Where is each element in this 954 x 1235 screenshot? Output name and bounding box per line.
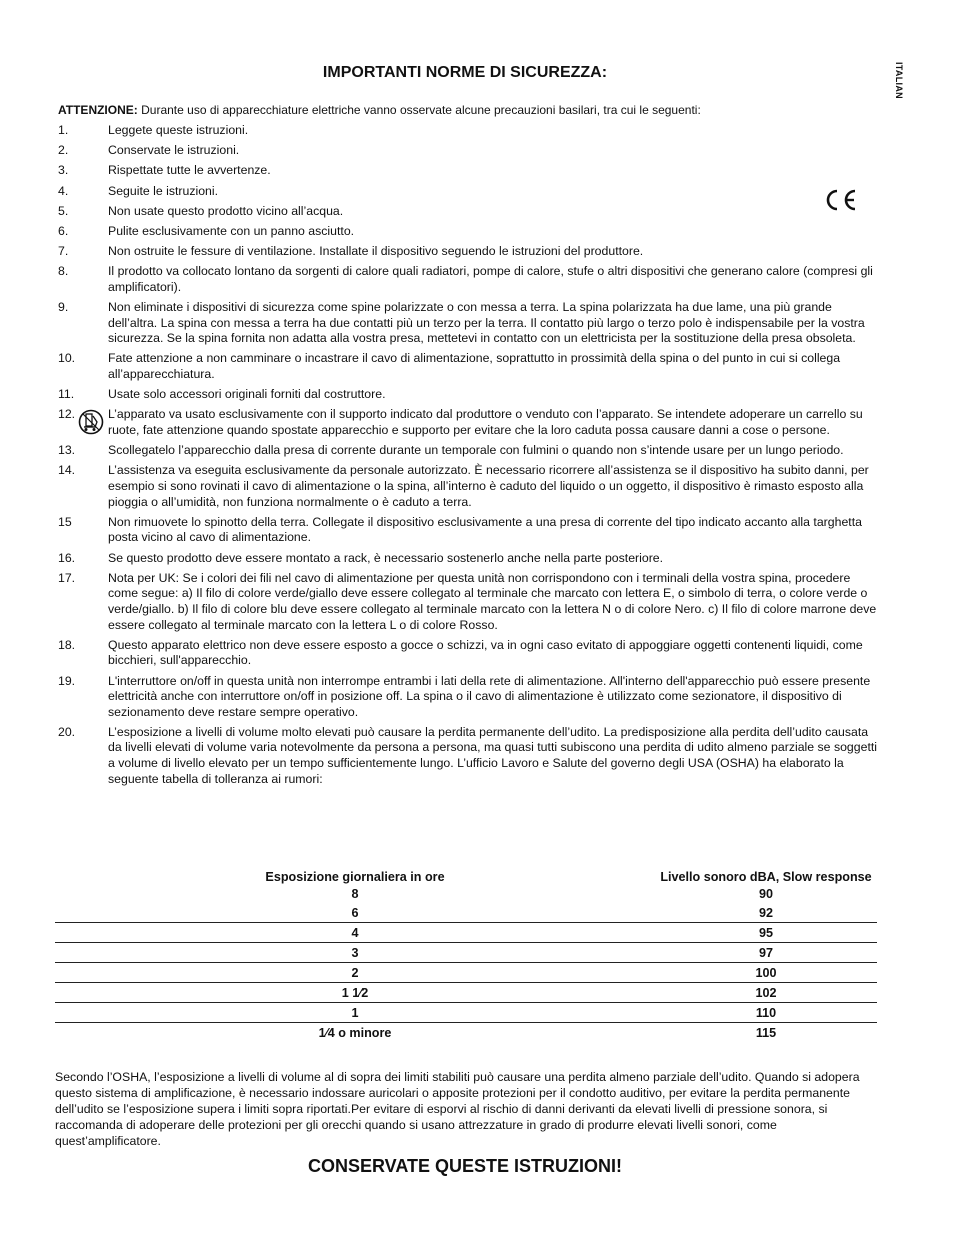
list-item <box>58 244 878 260</box>
item-text: Questo apparato elettrico non deve essere esposto a gocce o schizzi, va in ogni caso evitato di appoggiare oggetti contenenti liquidi, come bicchieri, sull'apparecchio. <box>108 637 863 668</box>
footer-title: CONSERVATE QUESTE ISTRUZIONI! <box>307 1156 623 1176</box>
item-number: 7. <box>58 244 69 259</box>
item-text: Non ostruite le fessure di ventilazione. Installate il dispositivo seguendo le istruzioni del produttore. <box>108 244 644 259</box>
list-item <box>58 300 878 347</box>
list-item <box>58 143 878 159</box>
cart-warning-icon <box>78 408 104 436</box>
item-text: Non eliminate i dispositivi di sicurezza come spine polarizzate o con messa a terra. La spina polarizzata ha due lame, una più grande dell’altra. La spina con messa a terra ha due contatti più un terzo per la terra. Il contatto più largo o terzo polo è indispensabile per la vostra sicurezza. Se la spina fornita non adatta alla vostra presa, mettetevi in contatto con un elettricista per la sostituzione della presa obsoleta. <box>108 300 865 346</box>
item-number: 2. <box>58 143 69 158</box>
language-tab: ITALIAN <box>894 62 904 99</box>
table-row <box>55 943 877 963</box>
noise-exposure-table <box>55 866 877 1042</box>
list-item <box>58 515 878 546</box>
item-text: Il prodotto va collocato lontano da sorgenti di calore quali radiatori, pompe di calore, stufe o altri dispositivi che generano calore (compresi gli amplificatori). <box>108 264 873 294</box>
item-number: 5. <box>58 203 69 218</box>
level-cell: 115 <box>755 1025 777 1040</box>
item-number: 17. <box>58 570 76 585</box>
list-item <box>58 551 878 567</box>
item-number: 8. <box>58 264 69 279</box>
header-sound-level: Livello sonoro dBA, Slow response <box>660 870 872 884</box>
item-number: 16. <box>58 550 76 565</box>
hours-cell: 1 1⁄2 <box>55 983 655 1003</box>
item-text: Non usate questo prodotto vicino all’acqua. <box>108 203 344 218</box>
item-number: 9. <box>58 300 69 315</box>
level-cell: 110 <box>655 1003 877 1023</box>
table-row <box>55 983 877 1003</box>
item-number: 13. <box>58 443 76 458</box>
item-text: L'interruttore on/off in questa unità non interrompe entrambi i lati della rete di alimentazione. All'interno dell'apparecchio può essere presente elettricità anche con interruttore on/off in posizione off. La spina o il cavo di alimentazione è utilizzato come sezionatore, il dispositivo di sezionamento deve restare sempre operativo. <box>108 673 871 719</box>
list-item <box>58 725 878 787</box>
table-row <box>55 903 877 923</box>
header-exposure-hours: Esposizione giornaliera in ore <box>265 870 445 884</box>
item-number: 19. <box>58 673 76 688</box>
table-row <box>55 1003 877 1023</box>
item-number: 11. <box>58 387 75 402</box>
item-text: Usate solo accessori originali forniti dal costruttore. <box>108 387 386 402</box>
item-text: Se questo prodotto deve essere montato a rack, è necessario sostenerlo anche nella parte posteriore. <box>108 550 664 565</box>
item-text: Rispettate tutte le avvertenze. <box>108 163 271 178</box>
item-text: Seguite le istruzioni. <box>108 183 219 198</box>
level-cell: 100 <box>655 963 877 983</box>
table-row <box>55 884 877 903</box>
item-number: 15 <box>58 514 72 529</box>
table-row <box>55 923 877 943</box>
level-cell: 97 <box>655 943 877 963</box>
attention-intro <box>58 103 878 118</box>
attention-text: Durante uso di apparecchiature elettriche vanno osservate alcune precauzioni basilari, tra cui le seguenti: <box>137 103 701 117</box>
item-text: Pulite esclusivamente con un panno asciutto. <box>108 223 355 238</box>
item-text: Conservate le istruzioni. <box>108 143 240 158</box>
list-item <box>58 443 878 459</box>
level-cell: 95 <box>655 923 877 943</box>
list-item <box>58 123 878 139</box>
list-item <box>58 351 878 382</box>
item-number: 18. <box>58 637 76 652</box>
list-item <box>58 184 878 200</box>
table-header-row <box>55 866 877 884</box>
item-number: 10. <box>58 351 76 366</box>
attention-label: ATTENZIONE: <box>58 103 138 117</box>
page-title: IMPORTANTI NORME DI SICUREZZA: <box>322 64 608 81</box>
hours-cell: 2 <box>55 963 655 983</box>
safety-instructions-list <box>58 123 878 792</box>
list-item <box>58 264 878 295</box>
table-row <box>55 963 877 983</box>
item-number: 4. <box>58 183 69 198</box>
item-text: L’assistenza va eseguita esclusivamente da personale autorizzato. È necessario ricorrere all’assistenza se il dispositivo ha subito danni, per esempio si sono rovinati il cavo di alimentazione o la spina, all’interno è caduto del liquido o un oggetto, il dispositivo è rimasto esposto alla pioggia o all’umidità, non funziona normalmente o è caduto a terra. <box>108 463 869 509</box>
hours-cell: 8 <box>351 886 359 901</box>
level-cell: 102 <box>655 983 877 1003</box>
item-text: Non rimuovete lo spinotto della terra. Collegate il dispositivo esclusivamente a una presa di corrente del tipo indicato accanto alla targhetta posta vicino al cavo di alimentazione. <box>108 514 862 545</box>
item-number: 14. <box>58 463 76 478</box>
list-item <box>58 407 878 438</box>
table-row <box>55 1023 877 1043</box>
list-item <box>58 638 878 669</box>
item-text: Scollegatelo l’apparecchio dalla presa di corrente durante un temporale con fulmini o quando non s’intende usare per un lungo periodo. <box>108 443 844 458</box>
hours-cell: 3 <box>55 943 655 963</box>
item-text: L’apparato va usato esclusivamente con il supporto indicato dal produttore o venduto con l’apparato. Se intendete adoperare un carrello su ruote, fate attenzione quando spostate apparecchio e supporto per evitare che la loro caduta possa causare danni a cose o persone. <box>108 407 863 438</box>
list-item <box>58 463 878 510</box>
item-text: Leggete queste istruzioni. <box>108 123 249 137</box>
item-text: Nota per UK: Se i colori dei fili nel cavo di alimentazione per questa unità non corrispondono con i terminali della vostra spina, procedere come segue: a) Il filo di colore verde/giallo deve essere collegato al terminale che marcato con lettera E, o simbolo di terra, o colore verde o verde/giallo. b) Il filo di colore blu deve essere collegato al terminale marcato con la lettera N o di colore Nero. c) Il filo di colore marrone deve essere collegato al terminale marcato con la lettera L o di colore Rosso. <box>108 570 877 632</box>
item-number: 12. <box>58 407 76 422</box>
hours-cell: 6 <box>55 903 655 923</box>
level-cell: 90 <box>758 886 773 901</box>
list-item <box>58 387 878 403</box>
item-number: 3. <box>58 163 69 178</box>
item-text: Fate attenzione a non camminare o incastrare il cavo di alimentazione, soprattutto in prossimità della spina o del punto in cui si collega all’apparecchiatura. <box>108 351 841 382</box>
level-cell: 92 <box>655 903 877 923</box>
hours-cell: 1⁄4 o minore <box>318 1025 392 1040</box>
item-number: 6. <box>58 223 69 238</box>
item-number: 1. <box>58 123 69 137</box>
item-number: 20. <box>58 724 76 739</box>
list-item <box>58 674 878 721</box>
list-item <box>58 163 878 179</box>
hours-cell: 4 <box>55 923 655 943</box>
list-item <box>58 224 878 240</box>
list-item <box>58 571 878 633</box>
list-item <box>58 204 878 220</box>
item-text: L’esposizione a livelli di volume molto elevati può causare la perdita permanente dell’udito. La predisposizione alla perdita dell’udito causata da livelli elevati di volume varia notevolmente da persona a persona, ma quasi tutti subiscono una perdita di udito almeno parziale se soggetti a volume di livello elevato per un tempo sufficientemente lungo. L’ufficio Lavoro e Salute del governo degli USA (OSHA) ha elaborato la seguente tabella di tolleranza ai rumori: <box>108 724 878 786</box>
osha-closing-paragraph: Secondo l’OSHA, l’esposizione a livelli di volume al di sopra dei limiti stabiliti può causare una perdita almeno parziale dell’udito. Quando si adopera questo sistema di amplificazione, è necessario indossare auricolari o apposite protezioni per il condotto auditivo, per evitare la perdita permanente dell’udito se l’esposizione supera i limiti sopra riportati.Per evitare di esporvi al rischio di danni derivanti da elevati livelli di pressione sonora, si raccomanda di adoperare delle protezioni per gli orecchi quando si usano attrezzature in grado di produrre elevati livelli sonori, come quest’amplificatore. <box>55 1070 860 1148</box>
hours-cell: 1 <box>55 1003 655 1023</box>
